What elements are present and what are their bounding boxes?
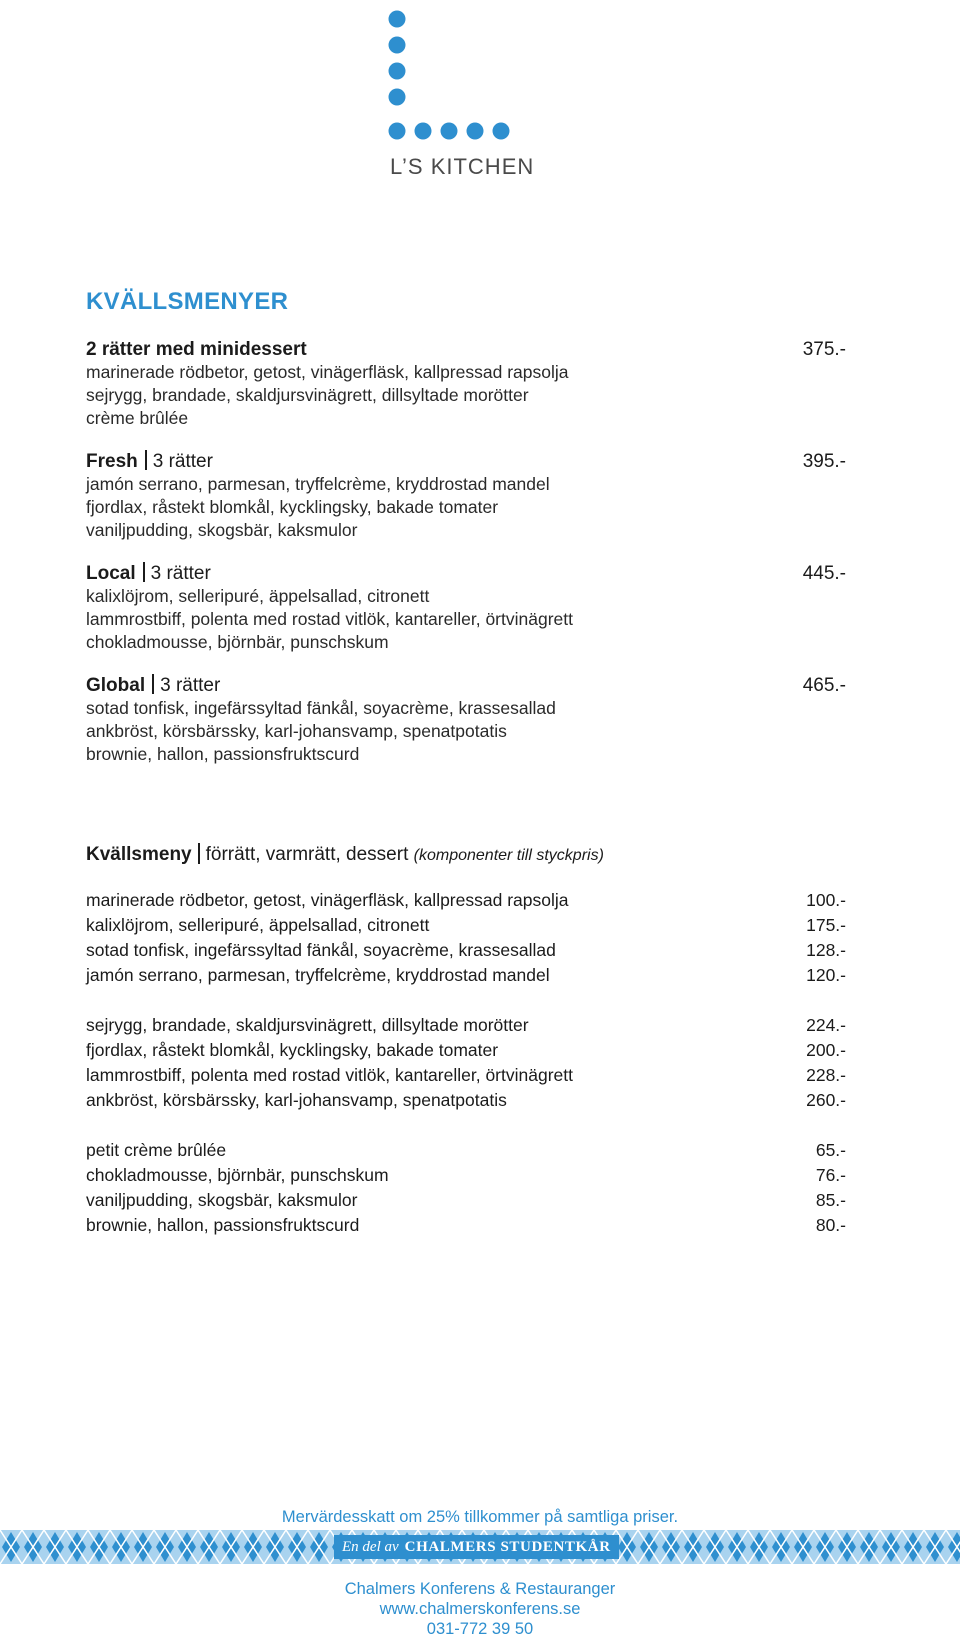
price-row xyxy=(86,888,846,913)
dish-price: 128.- xyxy=(806,940,846,960)
divider xyxy=(143,562,145,582)
menu-block xyxy=(86,674,846,766)
menu-courses: 3 rätter xyxy=(160,675,221,696)
band-label xyxy=(334,1535,619,1559)
dish-name: kalixlöjrom, selleripuré, äppelsallad, citronett xyxy=(86,915,430,935)
divider xyxy=(145,450,147,470)
dish-name: petit crème brûlée xyxy=(86,1140,227,1160)
footer-website[interactable]: www.chalmerskonferens.se xyxy=(379,1600,581,1618)
menu-price: 445.- xyxy=(802,563,846,584)
kvallsmeny-title: Kvällsmeny xyxy=(86,844,192,865)
price-row xyxy=(86,1138,846,1163)
main-course-list xyxy=(86,1013,846,1113)
dish-price: 76.- xyxy=(815,1165,846,1185)
dish-price: 80.- xyxy=(815,1215,846,1235)
dish-price: 224.- xyxy=(806,1015,846,1035)
menu-name: Local xyxy=(86,563,136,584)
menu-dish: kalixlöjrom, selleripuré, äppelsallad, citronett xyxy=(86,586,430,606)
kvallsmeny-courses: förrätt, varmrätt, dessert xyxy=(205,844,409,865)
dish-price: 85.- xyxy=(815,1190,846,1210)
menu-name: Global xyxy=(86,675,146,696)
price-row xyxy=(86,1163,846,1188)
dish-name: vaniljpudding, skogsbär, kaksmulor xyxy=(86,1190,358,1210)
price-row xyxy=(86,1038,846,1063)
price-row xyxy=(86,963,846,988)
price-row xyxy=(86,1188,846,1213)
menu-dish: marinerade rödbetor, getost, vinägerfläsk, kallpressad rapsolja xyxy=(86,362,569,382)
kvallsmeny-note: (komponenter till styckpris) xyxy=(413,847,604,864)
footer-company: Chalmers Konferens & Restauranger xyxy=(344,1580,616,1598)
dish-price: 260.- xyxy=(806,1090,846,1110)
dish-name: chokladmousse, björnbär, punschskum xyxy=(86,1165,389,1185)
menu-dish: crème brûlée xyxy=(86,408,189,428)
menu-dish: sejrygg, brandade, skaldjursvinägrett, dillsyltade morötter xyxy=(86,385,529,405)
price-row xyxy=(86,1013,846,1038)
menu-dish: jamón serrano, parmesan, tryffelcrème, kryddrostad mandel xyxy=(86,474,550,494)
price-row xyxy=(86,1213,846,1238)
dish-price: 200.- xyxy=(806,1040,846,1060)
vat-note: Mervärdesskatt om 25% tillkommer på samtliga priser. xyxy=(281,1508,679,1526)
menu-dish: vaniljpudding, skogsbär, kaksmulor xyxy=(86,520,358,540)
dish-name: fjordlax, råstekt blomkål, kycklingsky, bakade tomater xyxy=(86,1040,499,1060)
dish-name: ankbröst, körsbärssky, karl-johansvamp, spenatpotatis xyxy=(86,1090,507,1110)
menu-price: 395.- xyxy=(802,451,846,472)
dish-name: lammrostbiff, polenta med rostad vitlök, kantareller, örtvinägrett xyxy=(86,1065,573,1085)
menu-header xyxy=(86,674,846,697)
dish-name: sotad tonfisk, ingefärssyltad fänkål, soyacrème, krassesallad xyxy=(86,940,556,960)
divider xyxy=(198,843,200,864)
menu-header xyxy=(86,338,846,361)
logo-text: L’S KITCHEN xyxy=(390,154,535,179)
starter-list xyxy=(86,888,846,988)
divider xyxy=(152,674,154,694)
dish-price: 65.- xyxy=(815,1140,846,1160)
price-row xyxy=(86,1063,846,1088)
menu-dish: chokladmousse, björnbär, punschskum xyxy=(86,632,389,652)
menu-name: Fresh xyxy=(86,451,138,472)
price-row xyxy=(86,938,846,963)
menu-header xyxy=(86,562,846,585)
menu-block xyxy=(86,338,846,430)
kvallsmeny-header xyxy=(86,843,604,866)
menu-courses: 3 rätter xyxy=(150,563,211,584)
menu-courses: 3 rätter xyxy=(152,451,213,472)
menu-dish: brownie, hallon, passionsfruktscurd xyxy=(86,744,360,764)
set-menus xyxy=(86,338,846,786)
menu-header xyxy=(86,450,846,473)
price-row xyxy=(86,1088,846,1113)
menu-dish: fjordlax, råstekt blomkål, kycklingsky, bakade tomater xyxy=(86,497,499,517)
dish-price: 175.- xyxy=(806,915,846,935)
logo xyxy=(388,8,538,178)
dish-price: 100.- xyxy=(806,890,846,910)
dish-name: marinerade rödbetor, getost, vinägerfläsk, kallpressad rapsolja xyxy=(86,890,569,910)
dish-price: 120.- xyxy=(806,965,846,985)
menu-dish: lammrostbiff, polenta med rostad vitlök, kantareller, örtvinägrett xyxy=(86,609,573,629)
dish-name: sejrygg, brandade, skaldjursvinägrett, dillsyltade morötter xyxy=(86,1015,529,1035)
menu-dish: sotad tonfisk, ingefärssyltad fänkål, soyacrème, krassesallad xyxy=(86,698,556,718)
logo-dots xyxy=(388,8,538,148)
page-title: KVÄLLSMENYER xyxy=(86,288,289,315)
menu-price: 465.- xyxy=(802,675,846,696)
band-lead: En del av xyxy=(342,1539,399,1555)
menu-dish: ankbröst, körsbärssky, karl-johansvamp, spenatpotatis xyxy=(86,721,507,741)
dessert-list xyxy=(86,1138,846,1238)
menu-block xyxy=(86,450,846,542)
footer-phone: 031-772 39 50 xyxy=(426,1620,534,1638)
band-org: CHALMERS STUDENTKÅR xyxy=(404,1539,611,1555)
price-row xyxy=(86,913,846,938)
menu-block xyxy=(86,562,846,654)
menu-price: 375.- xyxy=(802,339,846,360)
dish-name: brownie, hallon, passionsfruktscurd xyxy=(86,1215,360,1235)
dish-name: jamón serrano, parmesan, tryffelcrème, kryddrostad mandel xyxy=(86,965,550,985)
dish-price: 228.- xyxy=(806,1065,846,1085)
menu-name: 2 rätter med minidessert xyxy=(86,339,307,360)
